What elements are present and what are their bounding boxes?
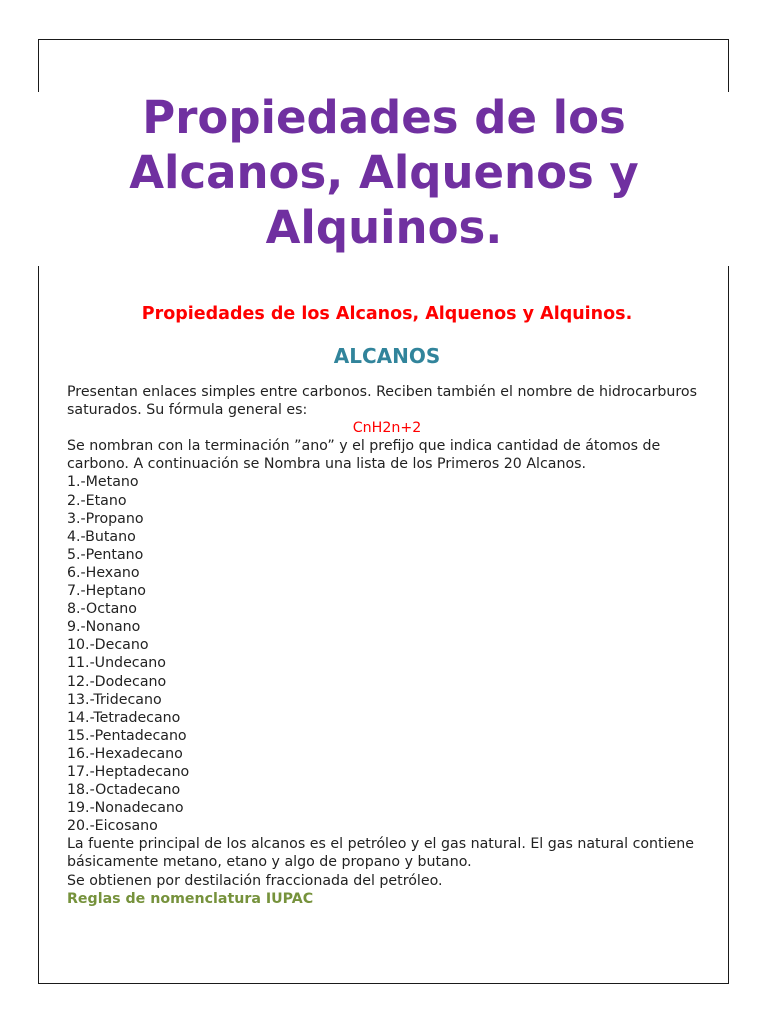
list-item: 10.-Decano — [67, 637, 149, 654]
source-paragraph: La fuente principal de los alcanos es el petróleo y el gas natural. El gas natural contiene básicamente metano, etano y algo de propano y butano. — [67, 836, 694, 871]
list-item: 1.-Metano — [67, 474, 139, 491]
list-item: 12.-Dodecano — [67, 673, 167, 690]
list-item: 19.-Nonadecano — [67, 800, 184, 817]
list-item: 5.-Pentano — [67, 546, 144, 563]
list-item: 3.-Propano — [67, 510, 144, 527]
section-heading-alcanos: ALCANOS — [333, 344, 441, 368]
list-item: 13.-Tridecano — [67, 691, 162, 708]
list-item: 2.-Etano — [67, 492, 127, 509]
list-item: 9.-Nonano — [67, 619, 141, 636]
document-title: Propiedades de los Alcanos, Alquenos y Alquinos. — [129, 91, 639, 254]
list-item: 15.-Pentadecano — [67, 727, 187, 744]
document-body — [67, 303, 707, 908]
obtained-paragraph: Se obtienen por destilación fraccionada del petróleo. — [67, 872, 443, 889]
list-item: 11.-Undecano — [67, 655, 166, 672]
intro-paragraph: Presentan enlaces simples entre carbonos. Reciben también el nombre de hidrocarburos saturados. Su fórmula general es: — [67, 384, 698, 419]
iupac-rules-link[interactable]: Reglas de nomenclatura IUPAC — [67, 890, 314, 907]
list-item: 4.-Butano — [67, 528, 136, 545]
document-subtitle: Propiedades de los Alcanos, Alquenos y Alquinos. — [141, 304, 633, 324]
list-item: 16.-Hexadecano — [67, 745, 183, 762]
list-item: 17.-Heptadecano — [67, 763, 190, 780]
list-item: 14.-Tetradecano — [67, 709, 181, 726]
list-item: 6.-Hexano — [67, 564, 140, 581]
general-formula: CnH2n+2 — [352, 420, 422, 437]
list-item: 20.-Eicosano — [67, 818, 158, 835]
list-item: 18.-Octadecano — [67, 782, 181, 799]
list-item: 7.-Heptano — [67, 583, 146, 600]
naming-paragraph: Se nombran con la terminación ”ano” y el prefijo que indica cantidad de átomos de carbono. A continuación se Nombra una lista de los Primeros 20 Alcanos. — [67, 438, 661, 473]
alkane-list — [67, 473, 707, 835]
list-item: 8.-Octano — [67, 601, 137, 618]
